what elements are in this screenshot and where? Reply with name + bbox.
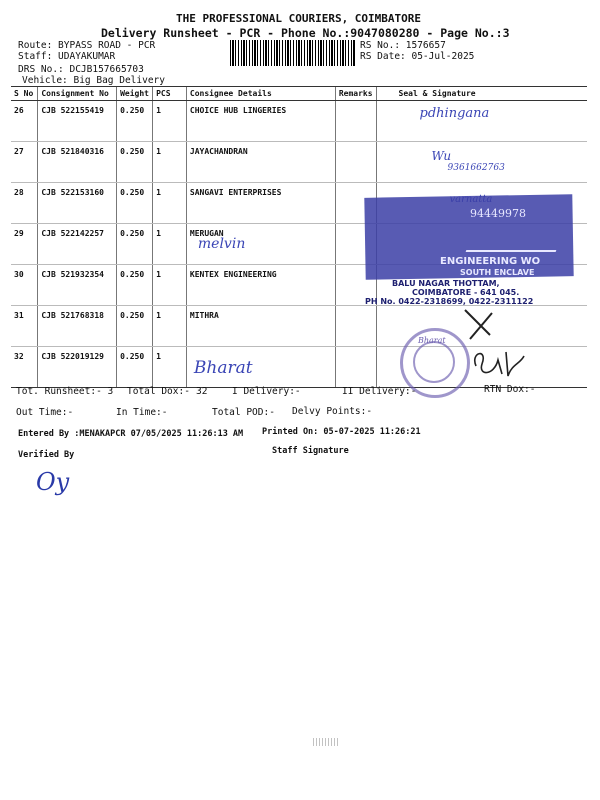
signature-mark [460, 305, 500, 345]
cell-pcs: 1 [153, 101, 187, 142]
cell-pcs: 1 [153, 142, 187, 183]
cell-consignee: SANGAVI ENTERPRISES [186, 183, 335, 224]
rs-number: RS No.: 1576657 [360, 40, 446, 51]
cell-remarks [335, 347, 376, 388]
cell-consignment: CJB 522153160 [38, 183, 117, 224]
cell-pcs: 1 [153, 306, 187, 347]
vehicle: Vehicle: Big Bag Delivery [22, 75, 165, 86]
cell-weight: 0.250 [117, 347, 153, 388]
cell-weight: 0.250 [117, 265, 153, 306]
cell-sno: 32 [11, 347, 38, 388]
cell-weight: 0.250 [117, 142, 153, 183]
staff-signature: Staff Signature [272, 446, 349, 456]
total-dox-value: 32 [196, 386, 208, 397]
drs-number: DRS No.: DCJB157665703 [18, 64, 144, 75]
cell-consignee: MITHRA [186, 306, 335, 347]
entered-by: Entered By :MENAKAPCR 07/05/2025 11:26:13 AM [18, 429, 244, 439]
cell-weight: 0.250 [117, 306, 153, 347]
cell-consignment: CJB 522155419 [38, 101, 117, 142]
cell-sno: 31 [11, 306, 38, 347]
cell-consignment: CJB 521768318 [38, 306, 117, 347]
printed-on: Printed On: 05-07-2025 11:26:21 [262, 427, 421, 437]
table-header [11, 87, 587, 101]
cell-consignment: CJB 522142257 [38, 224, 117, 265]
col-consignee: Consignee Details [186, 87, 335, 101]
col-seal-signature: Seal & Signature [376, 87, 587, 101]
cell-sno: 29 [11, 224, 38, 265]
col-remarks: Remarks [335, 87, 376, 101]
cell-sno: 27 [11, 142, 38, 183]
verified-by: Verified By [18, 450, 75, 460]
stamp-line: BALU NAGAR THOTTAM, [392, 279, 500, 288]
total-pod: Total POD:- [212, 407, 275, 418]
signature: melvin [197, 236, 246, 252]
signature: pdhingana [419, 106, 490, 121]
cell-consignee [186, 347, 335, 388]
col-pcs: PCS [153, 87, 187, 101]
tot-runsheet: Tot. Runsheet:- 3 [16, 386, 114, 397]
cell-signature [376, 101, 587, 142]
stamp-line: ENGINEERING WO [440, 256, 541, 267]
rs-date: RS Date: 05-Jul-2025 [360, 51, 475, 62]
col-consignment: Consignment No [38, 87, 117, 101]
round-seal-text: Bharat [418, 336, 446, 345]
i-delivery: I Delivery:- [232, 386, 301, 397]
cell-weight: 0.250 [117, 183, 153, 224]
cell-consignment: CJB 521840316 [38, 142, 117, 183]
cell-remarks [335, 142, 376, 183]
cell-consignee: JAYACHANDRAN [186, 142, 335, 183]
runsheet-title: Delivery Runsheet - PCR - Phone No.:9047080280 - Page No.:3 [101, 26, 510, 40]
table-row [11, 101, 587, 142]
col-sno: S No [11, 87, 38, 101]
stamp-line: SOUTH ENCLAVE [460, 268, 535, 277]
cell-sno: 28 [11, 183, 38, 224]
cell-consignee: CHOICE HUB LINGERIES [186, 101, 335, 142]
cell-consignment: CJB 522019129 [38, 347, 117, 388]
cell-sno: 26 [11, 101, 38, 142]
ii-delivery: II Delivery:- [342, 386, 417, 397]
col-weight: Weight [117, 87, 153, 101]
signature-scribble [466, 228, 565, 252]
delvy-points: Delvy Points:- [292, 406, 373, 417]
signature: Wu [431, 149, 452, 163]
cell-sno: 30 [11, 265, 38, 306]
cell-consignment: CJB 521932354 [38, 265, 117, 306]
signature-mark [468, 346, 528, 382]
stamp-line: PH No. 0422-2318699, 0422-2311122 [365, 297, 534, 306]
table-row [11, 306, 587, 347]
cell-pcs: 1 [153, 183, 187, 224]
cell-pcs: 1 [153, 224, 187, 265]
consignee-name: MERUGAN [189, 229, 224, 238]
verified-signature: Oy [36, 468, 70, 496]
cell-signature [376, 142, 587, 183]
signature-phone: 94449978 [470, 207, 526, 220]
cell-pcs: 1 [153, 347, 187, 388]
signature: Bharat [193, 358, 253, 378]
route: Route: BYPASS ROAD - PCR [18, 40, 156, 51]
cell-consignee: KENTEX ENGINEERING [186, 265, 335, 306]
staff: Staff: UDAYAKUMAR [18, 51, 116, 62]
cell-weight: 0.250 [117, 101, 153, 142]
cell-remarks [335, 306, 376, 347]
total-dox-label: Total Dox:- [127, 386, 190, 397]
in-time: In Time:- [116, 407, 168, 418]
company-name: THE PROFESSIONAL COURIERS, COIMBATORE [176, 12, 422, 25]
cell-weight: 0.250 [117, 224, 153, 265]
rtn-dox: RTN Dox:- [484, 384, 536, 395]
cell-consignee [186, 224, 335, 265]
signature-phone: 9361662763 [447, 163, 505, 173]
out-time: Out Time:- [16, 407, 74, 418]
cell-pcs: 1 [153, 265, 187, 306]
cell-remarks [335, 101, 376, 142]
barcode [230, 40, 355, 66]
stamp-line: COIMBATORE - 641 045. [412, 288, 520, 297]
scan-artifact [313, 738, 339, 746]
table-row [11, 142, 587, 183]
